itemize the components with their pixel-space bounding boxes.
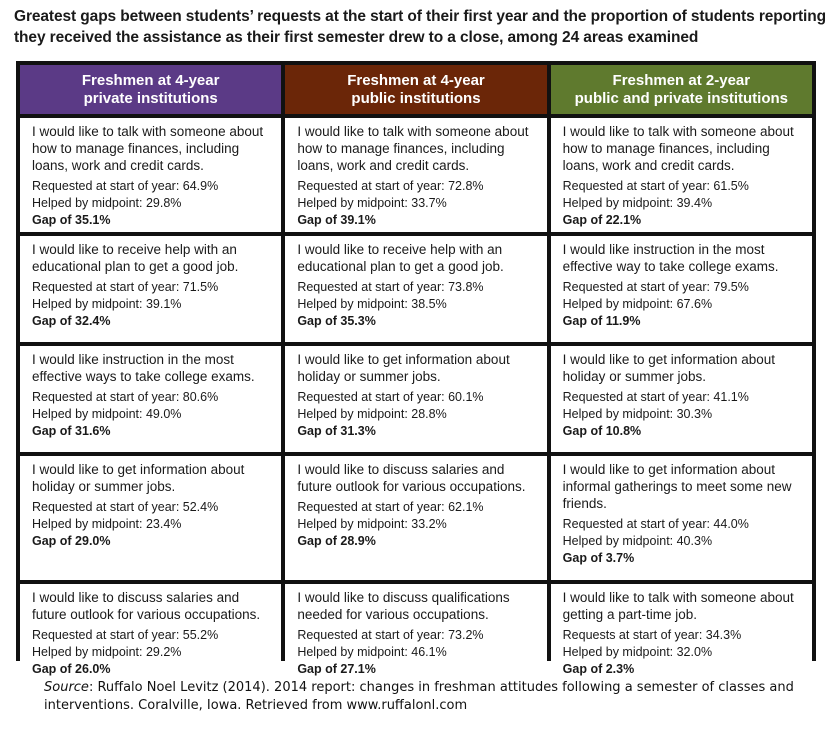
requested-stat: Requested at start of year: 52.4%	[32, 500, 219, 514]
table-cell	[20, 236, 281, 342]
source-citation	[44, 679, 804, 715]
requested-stat: Requested at start of year: 72.8%	[297, 179, 484, 193]
table-cell	[20, 118, 281, 232]
gap-value: Gap of 29.0%	[32, 534, 111, 548]
table-cell	[285, 346, 546, 452]
column-header-line2: private institutions	[83, 89, 218, 107]
table-cell	[285, 456, 546, 580]
statement-text: I would like to get information about holiday or summer jobs.	[562, 352, 776, 384]
helped-stat: Helped by midpoint: 32.0%	[562, 645, 713, 659]
gap-value: Gap of 35.3%	[297, 314, 376, 328]
statement-text: I would like to talk with someone about how to manage finances, including loans, work and credit cards.	[297, 124, 529, 173]
statement-text: I would like to talk with someone about how to manage finances, including loans, work and credit cards.	[32, 124, 264, 173]
table-cell	[285, 236, 546, 342]
helped-stat: Helped by midpoint: 39.1%	[32, 297, 182, 311]
statement-text: I would like to discuss salaries and future outlook for various occupations.	[32, 590, 261, 622]
gap-value: Gap of 31.3%	[297, 424, 376, 438]
requested-stat: Requested at start of year: 61.5%	[562, 179, 749, 193]
helped-stat: Helped by midpoint: 29.2%	[32, 645, 182, 659]
column-header-public-4yr	[285, 65, 546, 114]
column-header-line1: Freshmen at 2-year	[612, 71, 751, 89]
gap-value: Gap of 10.8%	[562, 424, 642, 438]
gap-value: Gap of 26.0%	[32, 662, 111, 676]
table-cell	[551, 346, 812, 452]
statement-text: I would like instruction in the most effective way to take college exams.	[562, 242, 779, 274]
helped-stat: Helped by midpoint: 33.7%	[297, 196, 447, 210]
statement-text: I would like to get information about informal gatherings to meet some new friends.	[562, 462, 792, 511]
statement-text: I would like to talk with someone about how to manage finances, including loans, work and credit cards.	[562, 124, 794, 173]
table-cell	[285, 584, 546, 680]
gap-value: Gap of 27.1%	[297, 662, 376, 676]
comparison-table	[16, 61, 816, 676]
requested-stat: Requested at start of year: 44.0%	[562, 517, 749, 531]
gap-value: Gap of 31.6%	[32, 424, 111, 438]
table-cell	[551, 456, 812, 580]
requested-stat: Requests at start of year: 34.3%	[562, 628, 742, 642]
figure-title: Greatest gaps between students’ requests at the start of their first year and the proportion of students reporting they received the assistance as their first semester drew to a close, among 24 areas examined	[14, 8, 826, 46]
helped-stat: Helped by midpoint: 33.2%	[297, 517, 447, 531]
helped-stat: Helped by midpoint: 49.0%	[32, 407, 182, 421]
statement-text: I would like instruction in the most effective ways to take college exams.	[32, 352, 255, 384]
statement-text: I would like to receive help with an educational plan to get a good job.	[32, 242, 239, 274]
statement-text: I would like to discuss salaries and future outlook for various occupations.	[297, 462, 526, 494]
requested-stat: Requested at start of year: 64.9%	[32, 179, 219, 193]
helped-stat: Helped by midpoint: 29.8%	[32, 196, 182, 210]
helped-stat: Helped by midpoint: 40.3%	[562, 534, 713, 548]
statement-text: I would like to get information about holiday or summer jobs.	[32, 462, 245, 494]
table-cell	[551, 118, 812, 232]
column-header-two-year	[551, 65, 812, 114]
statement-text: I would like to receive help with an educational plan to get a good job.	[297, 242, 504, 274]
source-text: : Ruffalo Noel Levitz (2014). 2014 report: changes in freshman attitudes following a semester of classes and interventions. Coralville, Iowa. Retrieved from www.ruffalonl.com	[44, 680, 794, 713]
requested-stat: Requested at start of year: 55.2%	[32, 628, 219, 642]
table-cell	[20, 456, 281, 580]
column-header-private-4yr	[20, 65, 281, 114]
statement-text: I would like to discuss qualifications needed for various occupations.	[297, 590, 510, 622]
gap-value: Gap of 22.1%	[562, 213, 642, 227]
helped-stat: Helped by midpoint: 28.8%	[297, 407, 447, 421]
source-label: Source	[44, 680, 89, 695]
gap-value: Gap of 11.9%	[562, 314, 641, 328]
statement-text: I would like to get information about holiday or summer jobs.	[297, 352, 510, 384]
table-cell	[551, 584, 812, 680]
gap-value: Gap of 2.3%	[562, 662, 635, 676]
table-cell	[551, 236, 812, 342]
table-cell	[20, 584, 281, 680]
column-header-line1: Freshmen at 4-year	[347, 71, 485, 89]
helped-stat: Helped by midpoint: 30.3%	[562, 407, 713, 421]
gap-value: Gap of 39.1%	[297, 213, 376, 227]
requested-stat: Requested at start of year: 41.1%	[562, 390, 749, 404]
requested-stat: Requested at start of year: 60.1%	[297, 390, 484, 404]
requested-stat: Requested at start of year: 73.2%	[297, 628, 484, 642]
helped-stat: Helped by midpoint: 38.5%	[297, 297, 447, 311]
table-cell	[285, 118, 546, 232]
helped-stat: Helped by midpoint: 23.4%	[32, 517, 182, 531]
gap-value: Gap of 32.4%	[32, 314, 111, 328]
column-header-line2: public and private institutions	[574, 89, 788, 107]
requested-stat: Requested at start of year: 62.1%	[297, 500, 484, 514]
gap-value: Gap of 28.9%	[297, 534, 376, 548]
requested-stat: Requested at start of year: 79.5%	[562, 280, 749, 294]
requested-stat: Requested at start of year: 71.5%	[32, 280, 219, 294]
requested-stat: Requested at start of year: 73.8%	[297, 280, 484, 294]
helped-stat: Helped by midpoint: 67.6%	[562, 297, 713, 311]
helped-stat: Helped by midpoint: 39.4%	[562, 196, 713, 210]
gap-value: Gap of 35.1%	[32, 213, 111, 227]
column-header-line2: public institutions	[351, 89, 481, 107]
helped-stat: Helped by midpoint: 46.1%	[297, 645, 447, 659]
column-header-line1: Freshmen at 4-year	[81, 71, 220, 89]
statement-text: I would like to talk with someone about getting a part-time job.	[562, 590, 794, 622]
requested-stat: Requested at start of year: 80.6%	[32, 390, 219, 404]
gap-value: Gap of 3.7%	[562, 551, 635, 565]
table-cell	[20, 346, 281, 452]
